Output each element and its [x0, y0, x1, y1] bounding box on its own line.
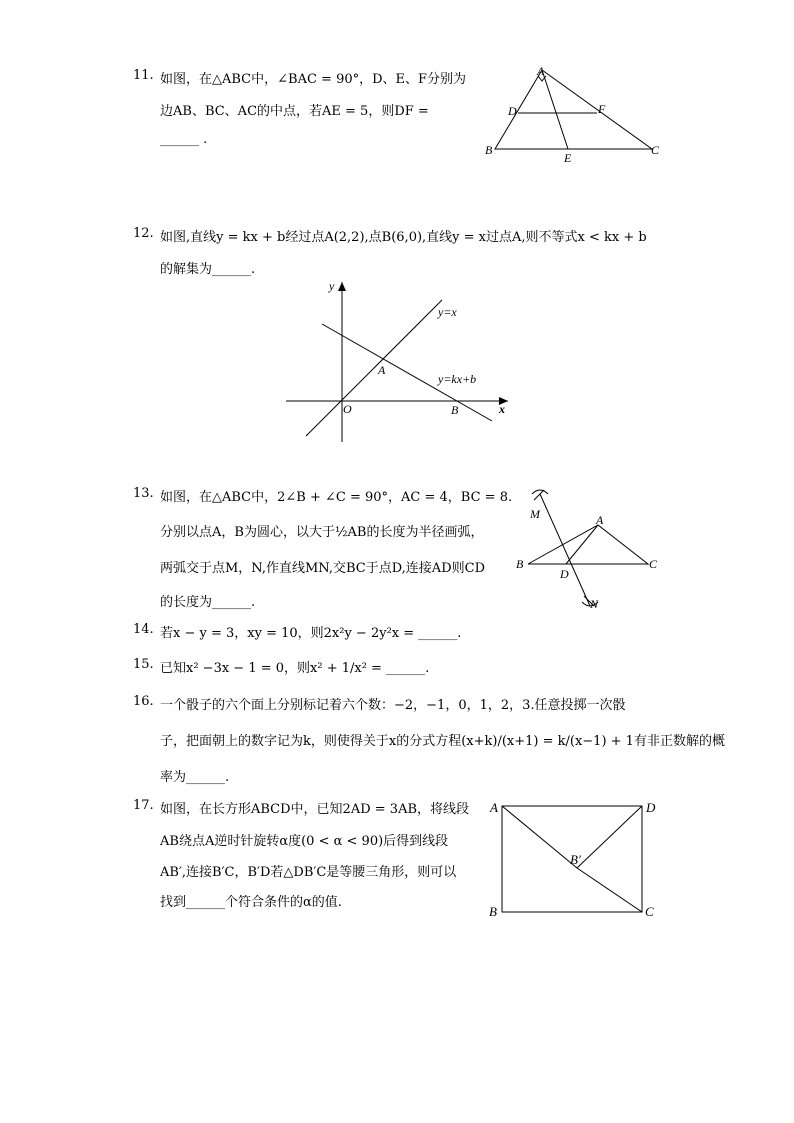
q11-label-d: D: [508, 104, 517, 118]
q13-label-b: B: [516, 557, 524, 571]
q12-label-x: x: [499, 402, 505, 416]
q12-graph-figure: [280, 276, 520, 446]
q11-number: 11.: [133, 68, 154, 83]
q17-label-c: C: [645, 904, 654, 919]
q17-rectangle-figure: [486, 796, 662, 922]
q13-label-c: C: [649, 557, 658, 571]
q13-label-a: A: [596, 513, 604, 527]
q16-text-line3: 率为______.: [160, 770, 230, 785]
q11-text-line3: ______ .: [160, 132, 208, 147]
q13-label-n: N: [590, 597, 599, 611]
q16-number: 16.: [133, 694, 154, 709]
q13-construction-figure: [510, 484, 670, 612]
q16-text-line1: 一个骰子的六个面上分别标记着六个数：−2，−1，0，1，2，3.任意投掷一次骰: [160, 698, 626, 713]
q13-text-line1: 如图，在△ABC中，2∠B + ∠C = 90°，AC = 4，BC = 8.: [160, 490, 513, 505]
q12-label-a: A: [378, 363, 386, 377]
q12-label-line2: y=kx+b: [438, 372, 477, 386]
q15-number: 15.: [133, 657, 154, 672]
q11-label-f: F: [598, 102, 606, 116]
q17-label-bprime: B′: [570, 852, 581, 867]
q12-label-y: y: [329, 279, 335, 293]
q13-text-line4: 的长度为______.: [160, 595, 256, 610]
q17-label-a: A: [490, 800, 498, 815]
q11-label-b: B: [485, 143, 493, 157]
q16-text-line2: 子，把面朝上的数字记为k，则使得关于x的分式方程(x+k)/(x+1) = k/(x−1) + 1有非正数解的概: [160, 734, 725, 749]
q14-number: 14.: [133, 622, 154, 637]
q17-label-b: B: [489, 904, 497, 919]
q13-text-line3: 两弧交于点M，N,作直线MN,交BC于点D,连接AD则CD: [160, 561, 485, 576]
q12-label-line1: y=x: [438, 305, 457, 319]
q11-label-c: C: [651, 143, 660, 157]
q12-text-line2: 的解集为______.: [160, 262, 256, 277]
q17-text-line1: 如图，在长方形ABCD中，已知2AD = 3AB，将线段: [160, 802, 470, 817]
q13-text-line2: 分别以点A，B为圆心，以大于½AB的长度为半径画弧，: [160, 525, 484, 540]
q13-label-m: M: [530, 507, 540, 521]
q13-label-d: D: [560, 567, 569, 581]
q11-text-line1: 如图，在△ABC中，∠BAC = 90°，D、E、F分别为: [160, 72, 467, 87]
q11-label-a: A: [537, 64, 545, 78]
q13-number: 13.: [133, 486, 154, 501]
q12-label-b: B: [451, 403, 459, 417]
q15-text-line1: 已知x² −3x − 1 = 0，则x² + 1/x² = ______.: [160, 661, 430, 676]
q12-text-line1: 如图,直线y = kx + b经过点A(2,2),点B(6,0),直线y = x过点A,则不等式x < kx + b: [160, 230, 647, 245]
q17-text-line2: AB绕点A逆时针旋转α度(0 < α < 90)后得到线段: [160, 834, 449, 849]
q11-label-e: E: [564, 151, 572, 165]
q11-text-line2: 边AB、BC、AC的中点，若AE = 5，则DF =: [160, 104, 429, 119]
q12-number: 12.: [133, 226, 154, 241]
q17-text-line4: 找到______个符合条件的α的值.: [160, 895, 342, 910]
q17-label-d: D: [646, 800, 656, 815]
q11-triangle-figure: [480, 62, 670, 168]
q17-number: 17.: [133, 798, 154, 813]
q17-text-line3: AB′,连接B′C，B′D若△DB′C是等腰三角形，则可以: [160, 865, 457, 880]
q12-label-o: O: [343, 402, 352, 416]
q12-line-y-eq-x: [306, 300, 442, 436]
q14-text-line1: 若x − y = 3，xy = 10，则2x²y − 2y²x = ______.: [160, 626, 462, 641]
